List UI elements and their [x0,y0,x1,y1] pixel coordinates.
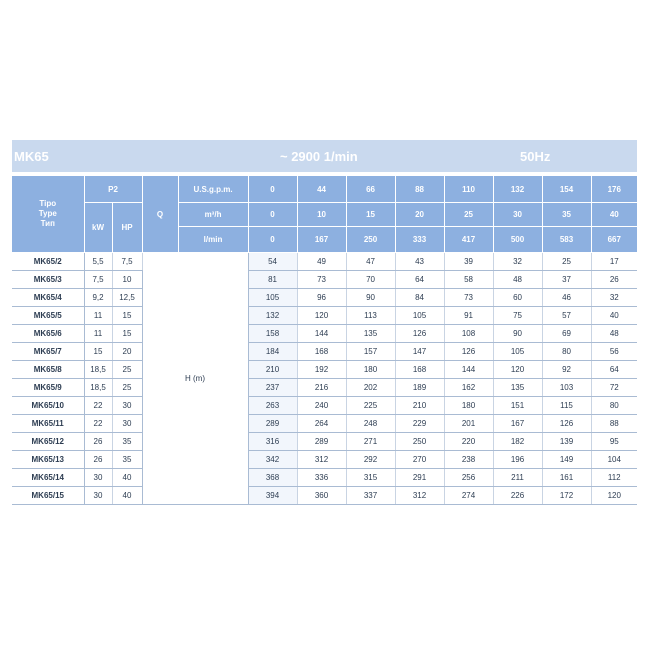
model-cell: MK65/10 [12,397,84,415]
table-row [12,271,637,289]
model-series-title: MK65 [14,149,49,164]
head-value-cell: 57 [542,307,591,325]
flow-header: 250 [346,227,395,253]
kw-cell: 26 [84,451,112,469]
head-value-cell: 43 [395,253,444,271]
title-bar [12,140,637,172]
table-row [12,433,637,451]
head-value-cell: 237 [248,379,297,397]
head-value-cell: 316 [248,433,297,451]
head-value-cell: 32 [591,289,637,307]
unit-m3h: m³/h [178,203,248,227]
type-label-en: Type [38,209,57,218]
head-value-cell: 105 [248,289,297,307]
head-label: H (m) [142,253,248,505]
head-value-cell: 92 [542,361,591,379]
head-value-cell: 256 [444,469,493,487]
table-row [12,379,637,397]
head-value-cell: 162 [444,379,493,397]
kw-cell: 18,5 [84,361,112,379]
head-value-cell: 274 [444,487,493,505]
head-value-cell: 289 [248,415,297,433]
kw-cell: 5,5 [84,253,112,271]
model-cell: MK65/5 [12,307,84,325]
flow-header: 167 [297,227,346,253]
head-value-cell: 115 [542,397,591,415]
flow-header: 20 [395,203,444,227]
model-cell: MK65/6 [12,325,84,343]
head-value-cell: 229 [395,415,444,433]
head-value-cell: 157 [346,343,395,361]
model-cell: MK65/15 [12,487,84,505]
table-row [12,325,637,343]
flow-header: 667 [591,227,637,253]
head-value-cell: 90 [493,325,542,343]
flow-header: 25 [444,203,493,227]
head-value-cell: 120 [591,487,637,505]
flow-header: 10 [297,203,346,227]
head-value-cell: 120 [493,361,542,379]
head-value-cell: 337 [346,487,395,505]
kw-cell: 11 [84,307,112,325]
head-value-cell: 238 [444,451,493,469]
table-row [12,415,637,433]
hp-cell: 7,5 [112,253,142,271]
pump-table-panel [12,140,637,505]
head-value-cell: 25 [542,253,591,271]
head-value-cell: 180 [346,361,395,379]
kw-cell: 7,5 [84,271,112,289]
model-cell: MK65/8 [12,361,84,379]
hp-cell: 25 [112,379,142,397]
kw-cell: 30 [84,487,112,505]
kw-cell: 18,5 [84,379,112,397]
head-value-cell: 180 [444,397,493,415]
head-value-cell: 70 [346,271,395,289]
table-row [12,343,637,361]
model-cell: MK65/14 [12,469,84,487]
head-value-cell: 291 [395,469,444,487]
head-value-cell: 360 [297,487,346,505]
head-value-cell: 75 [493,307,542,325]
head-value-cell: 240 [297,397,346,415]
head-value-cell: 216 [297,379,346,397]
head-value-cell: 72 [591,379,637,397]
head-value-cell: 135 [493,379,542,397]
hp-cell: 35 [112,433,142,451]
head-value-cell: 96 [297,289,346,307]
unit-gpm: U.S.g.p.m. [178,176,248,203]
performance-table [12,176,637,505]
flow-header: 35 [542,203,591,227]
hp-cell: 25 [112,361,142,379]
head-value-cell: 48 [591,325,637,343]
hp-cell: 35 [112,451,142,469]
hp-cell: 12,5 [112,289,142,307]
head-value-cell: 49 [297,253,346,271]
head-value-cell: 132 [248,307,297,325]
head-value-cell: 64 [395,271,444,289]
head-value-cell: 263 [248,397,297,415]
flow-header: 66 [346,176,395,203]
hp-cell: 20 [112,343,142,361]
head-value-cell: 37 [542,271,591,289]
q-header: Q [142,176,178,253]
head-value-cell: 292 [346,451,395,469]
head-value-cell: 189 [395,379,444,397]
head-value-cell: 226 [493,487,542,505]
table-row [12,397,637,415]
head-value-cell: 139 [542,433,591,451]
kw-cell: 22 [84,397,112,415]
flow-header: 30 [493,203,542,227]
head-value-cell: 336 [297,469,346,487]
head-value-cell: 39 [444,253,493,271]
head-value-cell: 104 [591,451,637,469]
flow-header: 0 [248,203,297,227]
head-value-cell: 149 [542,451,591,469]
kw-cell: 26 [84,433,112,451]
flow-header: 500 [493,227,542,253]
hp-header: HP [112,203,142,253]
head-value-cell: 84 [395,289,444,307]
head-value-cell: 368 [248,469,297,487]
head-value-cell: 64 [591,361,637,379]
table-row [12,361,637,379]
hp-cell: 30 [112,397,142,415]
head-value-cell: 126 [542,415,591,433]
head-value-cell: 394 [248,487,297,505]
head-value-cell: 289 [297,433,346,451]
head-value-cell: 161 [542,469,591,487]
hp-cell: 40 [112,487,142,505]
table-header [12,176,637,253]
kw-cell: 30 [84,469,112,487]
kw-cell: 15 [84,343,112,361]
head-value-cell: 210 [248,361,297,379]
head-value-cell: 147 [395,343,444,361]
head-value-cell: 91 [444,307,493,325]
table-row [12,487,637,505]
model-cell: MK65/2 [12,253,84,271]
unit-lmin: l/min [178,227,248,253]
head-value-cell: 112 [591,469,637,487]
table-body [12,253,637,505]
head-value-cell: 56 [591,343,637,361]
table-row [12,469,637,487]
head-value-cell: 184 [248,343,297,361]
head-value-cell: 202 [346,379,395,397]
head-value-cell: 168 [297,343,346,361]
head-value-cell: 73 [444,289,493,307]
model-cell: MK65/4 [12,289,84,307]
model-cell: MK65/3 [12,271,84,289]
head-value-cell: 192 [297,361,346,379]
head-value-cell: 90 [346,289,395,307]
head-value-cell: 105 [493,343,542,361]
head-value-cell: 103 [542,379,591,397]
model-cell: MK65/9 [12,379,84,397]
head-value-cell: 158 [248,325,297,343]
head-value-cell: 201 [444,415,493,433]
head-value-cell: 58 [444,271,493,289]
flow-header: 333 [395,227,444,253]
head-value-cell: 168 [395,361,444,379]
head-value-cell: 211 [493,469,542,487]
flow-header: 0 [248,176,297,203]
head-value-cell: 220 [444,433,493,451]
model-cell: MK65/11 [12,415,84,433]
head-value-cell: 60 [493,289,542,307]
head-value-cell: 144 [297,325,346,343]
head-value-cell: 271 [346,433,395,451]
flow-header: 0 [248,227,297,253]
head-value-cell: 54 [248,253,297,271]
model-cell: MK65/12 [12,433,84,451]
head-value-cell: 182 [493,433,542,451]
head-value-cell: 47 [346,253,395,271]
flow-header: 417 [444,227,493,253]
head-value-cell: 151 [493,397,542,415]
flow-header: 44 [297,176,346,203]
kw-header: kW [84,203,112,253]
head-value-cell: 248 [346,415,395,433]
head-value-cell: 270 [395,451,444,469]
head-value-cell: 196 [493,451,542,469]
model-cell: MK65/7 [12,343,84,361]
flow-header: 40 [591,203,637,227]
head-value-cell: 26 [591,271,637,289]
head-value-cell: 172 [542,487,591,505]
hp-cell: 15 [112,325,142,343]
head-value-cell: 250 [395,433,444,451]
flow-header: 132 [493,176,542,203]
type-label-ru: Тип [40,219,55,228]
head-value-cell: 167 [493,415,542,433]
head-value-cell: 88 [591,415,637,433]
head-value-cell: 81 [248,271,297,289]
head-value-cell: 210 [395,397,444,415]
head-value-cell: 264 [297,415,346,433]
type-header [12,176,84,253]
table-row [12,289,637,307]
head-value-cell: 40 [591,307,637,325]
kw-cell: 22 [84,415,112,433]
flow-header: 15 [346,203,395,227]
head-value-cell: 105 [395,307,444,325]
head-value-cell: 80 [591,397,637,415]
head-value-cell: 32 [493,253,542,271]
head-value-cell: 144 [444,361,493,379]
hp-cell: 15 [112,307,142,325]
table-row [12,307,637,325]
hp-cell: 30 [112,415,142,433]
head-value-cell: 95 [591,433,637,451]
head-value-cell: 126 [395,325,444,343]
type-label-it: Tipo [39,199,57,208]
head-value-cell: 46 [542,289,591,307]
head-value-cell: 135 [346,325,395,343]
table-row [12,253,637,271]
p2-header: P2 [84,176,142,203]
head-value-cell: 48 [493,271,542,289]
head-value-cell: 113 [346,307,395,325]
head-value-cell: 312 [297,451,346,469]
kw-cell: 9,2 [84,289,112,307]
flow-header: 583 [542,227,591,253]
head-value-cell: 342 [248,451,297,469]
head-value-cell: 69 [542,325,591,343]
head-value-cell: 315 [346,469,395,487]
kw-cell: 11 [84,325,112,343]
head-value-cell: 80 [542,343,591,361]
hp-cell: 10 [112,271,142,289]
head-value-cell: 17 [591,253,637,271]
table-row [12,451,637,469]
head-value-cell: 120 [297,307,346,325]
model-cell: MK65/13 [12,451,84,469]
head-value-cell: 108 [444,325,493,343]
flow-header: 176 [591,176,637,203]
flow-header: 88 [395,176,444,203]
head-value-cell: 126 [444,343,493,361]
speed-label: ~ 2900 1/min [280,149,358,164]
flow-header: 110 [444,176,493,203]
flow-header: 154 [542,176,591,203]
head-value-cell: 312 [395,487,444,505]
head-value-cell: 225 [346,397,395,415]
head-value-cell: 73 [297,271,346,289]
frequency-label: 50Hz [520,149,551,164]
hp-cell: 40 [112,469,142,487]
